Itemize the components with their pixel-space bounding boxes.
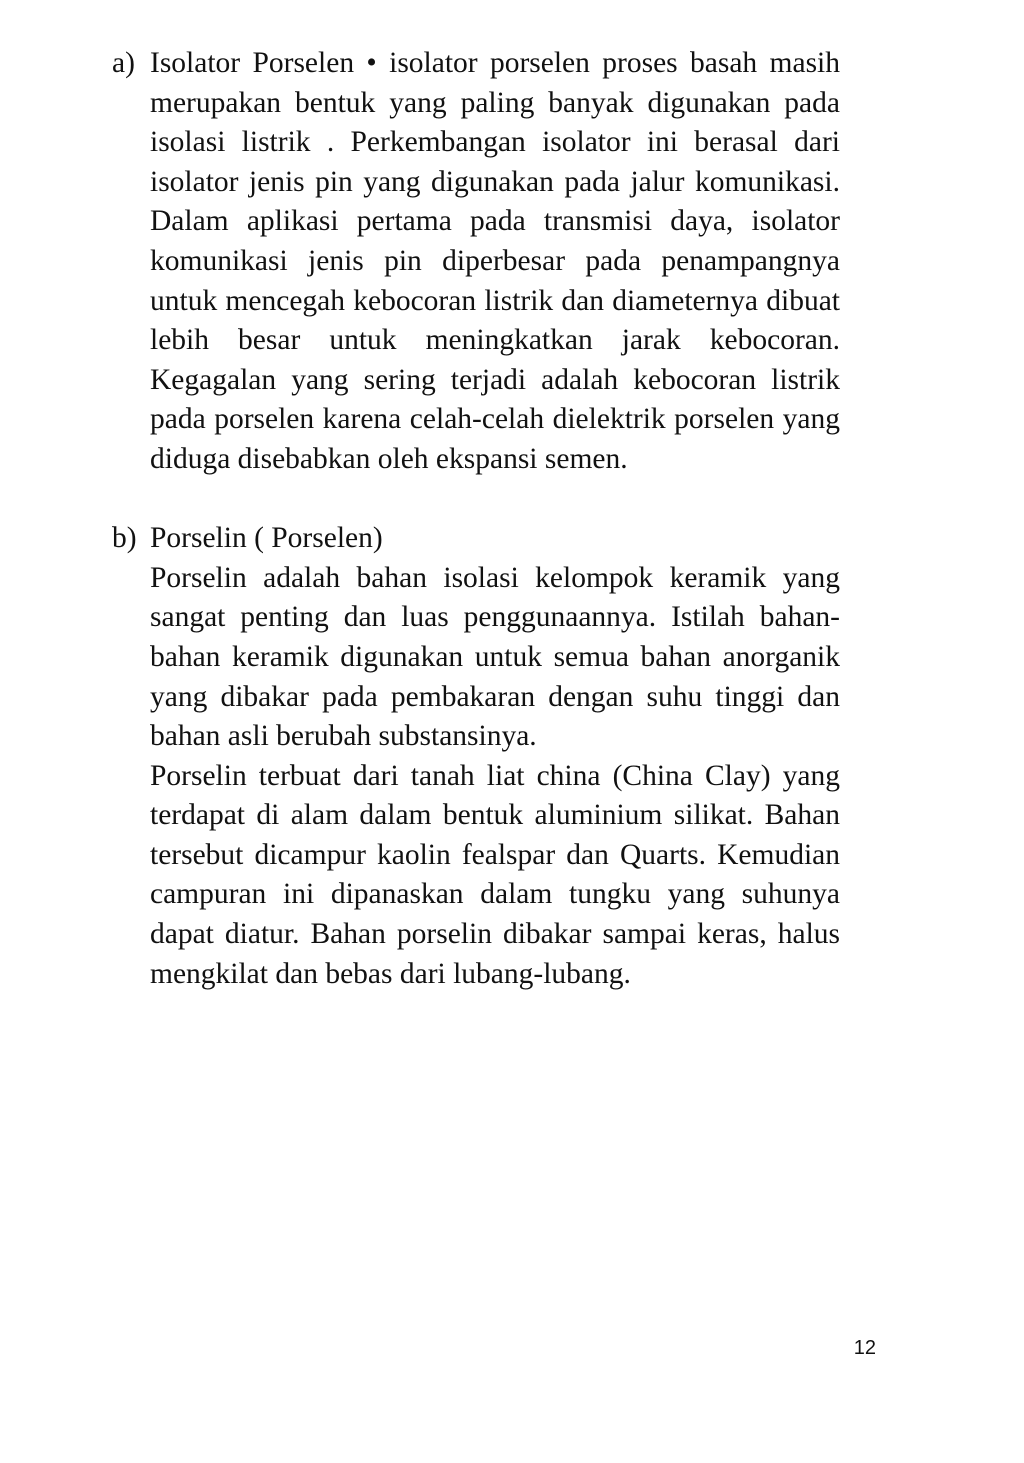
- document-body: [112, 44, 840, 994]
- section-b: [112, 519, 840, 994]
- section-paragraph: Porselin adalah bahan isolasi kelompok keramik yang sangat penting dan luas penggunaannya. Istilah bahan-bahan keramik digunakan untuk semua bahan anorganik yang dibakar pada pembakaran dengan suhu tinggi dan bahan asli berubah substansinya.: [150, 561, 840, 753]
- section-paragraph: Porselin terbuat dari tanah liat china (China Clay) yang terdapat di alam dalam bentuk aluminium silikat. Bahan tersebut dicampur kaolin fealspar dan Quarts. Kemudian campuran ini dipanaskan dalam tungku yang suhunya dapat diatur. Bahan porselin dibakar sampai keras, halus mengkilat dan bebas dari lubang-lubang.: [150, 759, 840, 990]
- page-number: 12: [853, 1337, 876, 1359]
- section-marker: a): [112, 47, 135, 79]
- section-heading: Porselin ( Porselen): [150, 522, 383, 555]
- section-paragraph: Isolator Porselen • isolator porselen proses basah masih merupakan bentuk yang paling banyak digunakan pada isolasi listrik . Perkembangan isolator ini berasal dari isolator jenis pin yang digunakan pada jalur komunikasi. Dalam aplikasi pertama pada transmisi daya, isolator komunikasi jenis pin diperbesar pada penampangnya untuk mencegah kebocoran listrik dan diameternya dibuat lebih besar untuk meningkatkan jarak kebocoran. Kegagalan yang sering terjadi adalah kebocoran listrik pada porselen karena celah-celah dielektrik porselen yang diduga disebabkan oleh ekspansi semen.: [150, 47, 840, 475]
- section-marker: b): [112, 522, 137, 555]
- section-a: [112, 44, 840, 480]
